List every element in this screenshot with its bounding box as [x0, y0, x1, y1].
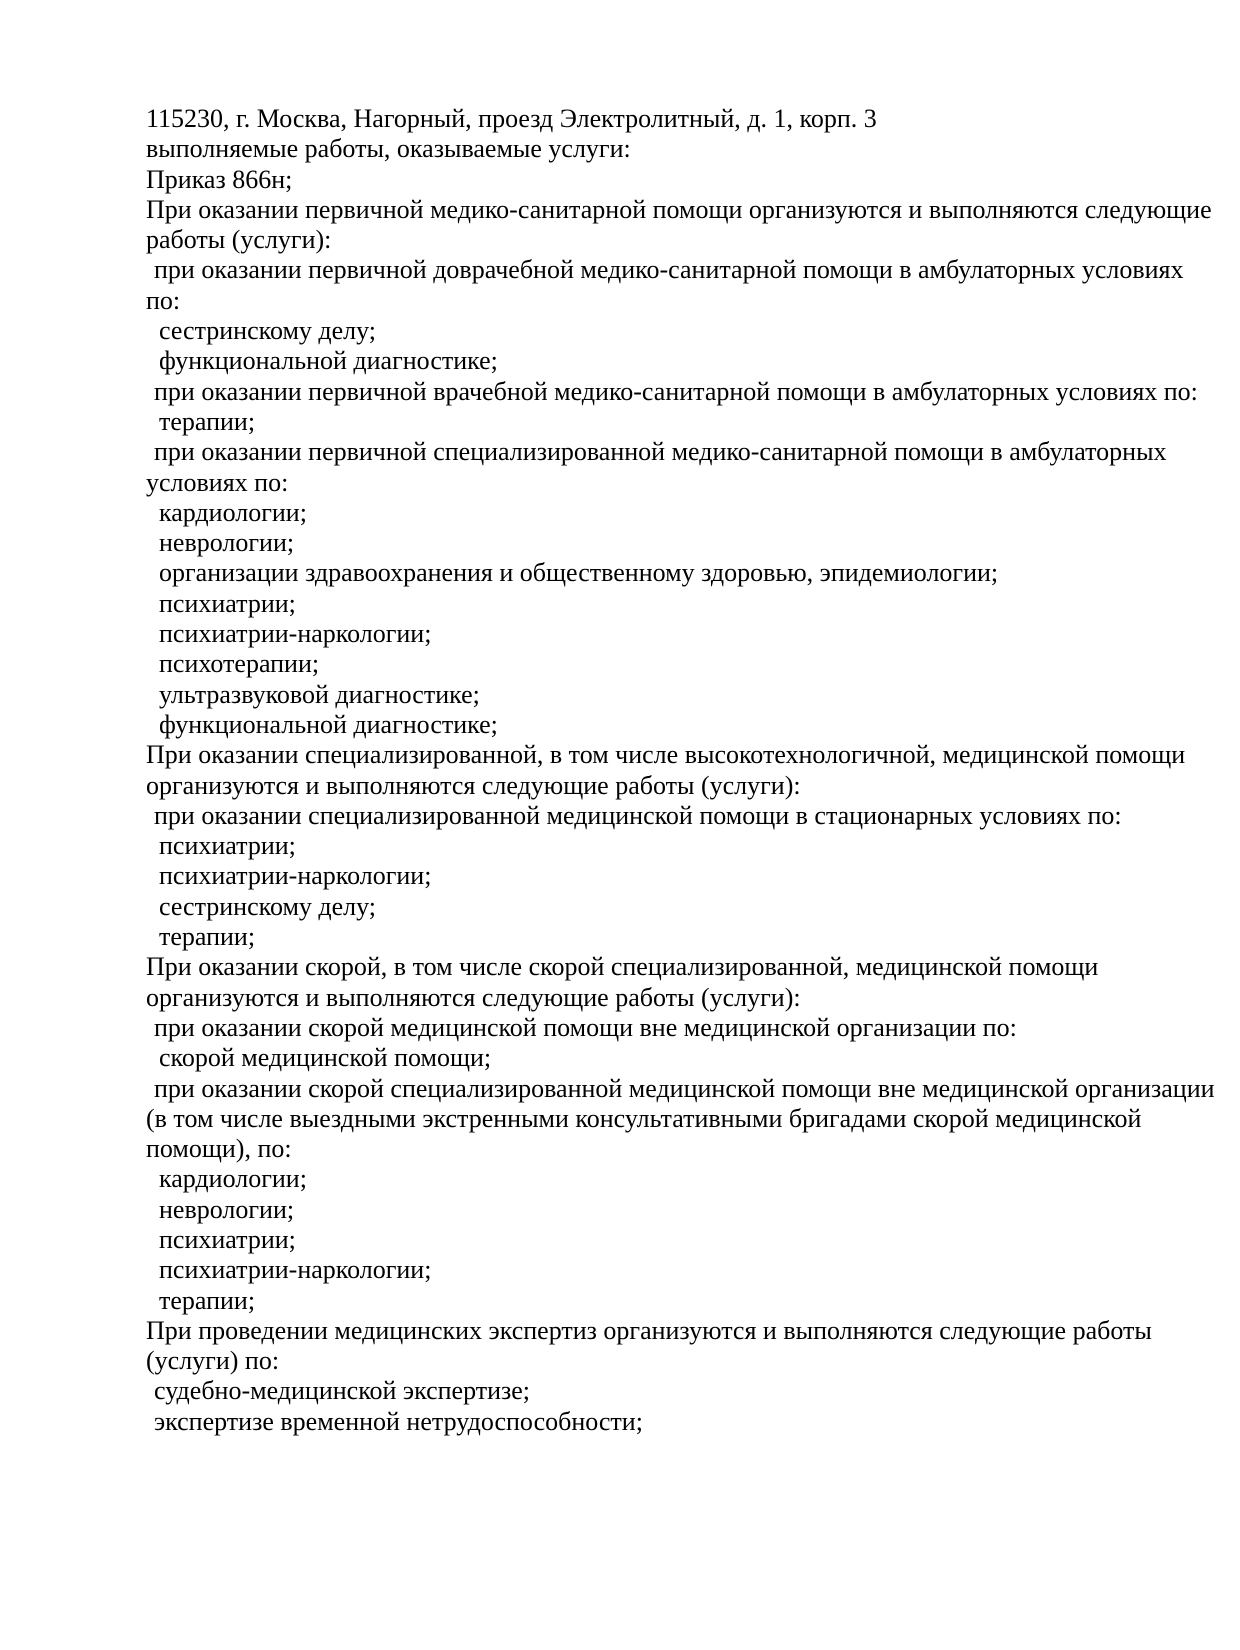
document-line: Приказ 866н;	[146, 164, 293, 194]
document-line: сестринскому делу;	[159, 316, 377, 346]
document-line: При оказании специализированной, в том числе высокотехнологичной, медицинской помощи	[146, 740, 1186, 770]
document-line: психиатрии;	[159, 1224, 296, 1254]
document-line: условиях по:	[146, 467, 289, 497]
document-line: терапии;	[159, 1285, 256, 1315]
document-line: при оказании скорой специализированной медицинской помощи вне медицинской организации	[154, 1073, 1215, 1103]
document-line: при оказании первичной врачебной медико-санитарной помощи в амбулаторных условиях по:	[154, 376, 1198, 406]
document-line: помощи), по:	[146, 1134, 292, 1164]
document-line: экспертизе временной нетрудоспособности;	[154, 1406, 643, 1436]
document-line: психиатрии;	[159, 588, 296, 618]
document-line: при оказании первичной специализированной медико-санитарной помощи в амбулаторных	[154, 437, 1167, 467]
document-line: неврологии;	[159, 528, 295, 558]
document-line: психиатрии-наркологии;	[159, 861, 432, 891]
document-line: судебно-медицинской экспертизе;	[154, 1376, 531, 1406]
document-line: работы (услуги):	[146, 225, 332, 255]
document-line: При оказании скорой, в том числе скорой специализированной, медицинской помощи	[146, 952, 1099, 982]
document-line: психиатрии-наркологии;	[159, 619, 432, 649]
document-line: При оказании первичной медико-санитарной помощи организуются и выполняются следующие	[146, 194, 1212, 224]
document-line: при оказании специализированной медицинской помощи в стационарных условиях по:	[154, 800, 1122, 830]
document-line: терапии;	[159, 922, 256, 952]
document-text-block	[146, 104, 1240, 1437]
document-line: (в том числе выездными экстренными консультативными бригадами скорой медицинской	[146, 1103, 1142, 1133]
document-line: психиатрии;	[159, 831, 296, 861]
document-line: функциональной диагностике;	[159, 346, 498, 376]
document-line: психотерапии;	[159, 649, 320, 679]
document-line: выполняемые работы, оказываемые услуги:	[146, 134, 631, 164]
document-line: терапии;	[159, 406, 256, 436]
document-line: организуются и выполняются следующие работы (услуги):	[146, 770, 801, 800]
document-line: при оказании скорой медицинской помощи вне медицинской организации по:	[154, 1012, 1017, 1042]
document-line: психиатрии-наркологии;	[159, 1255, 432, 1285]
document-line: неврологии;	[159, 1194, 295, 1224]
document-line: организуются и выполняются следующие работы (услуги):	[146, 982, 801, 1012]
document-line: по:	[146, 285, 181, 315]
document-line: при оказании первичной доврачебной медико-санитарной помощи в амбулаторных условиях	[154, 255, 1184, 285]
document-line: При проведении медицинских экспертиз организуются и выполняются следующие работы	[146, 1315, 1152, 1345]
document-line: скорой медицинской помощи;	[159, 1043, 492, 1073]
document-line: сестринскому делу;	[159, 891, 377, 921]
document-line: функциональной диагностике;	[159, 709, 498, 739]
document-line: ультразвуковой диагностике;	[159, 679, 480, 709]
document-line: организации здравоохранения и общественному здоровью, эпидемиологии;	[159, 558, 999, 588]
document-line: кардиологии;	[159, 1164, 307, 1194]
document-line: 115230, г. Москва, Нагорный, проезд Электролитный, д. 1, корп. 3	[146, 104, 877, 133]
document-line: кардиологии;	[159, 497, 307, 527]
document-line: (услуги) по:	[146, 1346, 280, 1376]
